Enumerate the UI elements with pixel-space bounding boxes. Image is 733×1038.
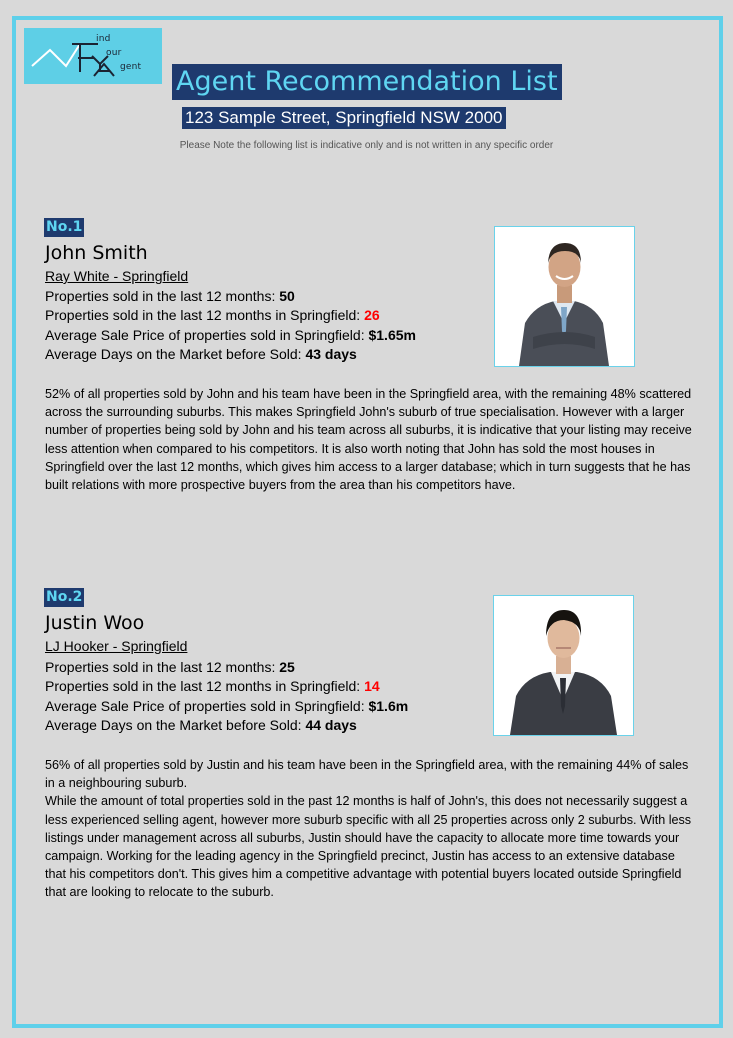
agent-name: John Smith bbox=[45, 242, 148, 264]
stat-properties-sold: Properties sold in the last 12 months: 25 bbox=[45, 659, 295, 675]
stat-properties-sold-springfield: Properties sold in the last 12 months in Springfield: 26 bbox=[45, 307, 380, 323]
stat-average-days-on-market: Average Days on the Market before Sold: 43 days bbox=[45, 346, 357, 362]
agent-summary bbox=[45, 385, 695, 494]
disclaimer-note: Please Note the following list is indicative only and is not written in any specific order bbox=[179, 140, 554, 151]
property-address: 123 Sample Street, Springfield NSW 2000 bbox=[182, 107, 506, 129]
stat-properties-sold: Properties sold in the last 12 months: 50 bbox=[45, 288, 295, 304]
agent-name: Justin Woo bbox=[45, 612, 145, 634]
agent-agency: Ray White - Springfield bbox=[45, 268, 189, 284]
find-your-agent-logo bbox=[24, 28, 162, 84]
logo-text-agent: gent bbox=[120, 62, 142, 72]
agent-photo bbox=[494, 226, 635, 367]
summary-paragraph: 56% of all properties sold by Justin and his team have been in the Springfield area, with the remaining 44% of sales in a neighbouring suburb. bbox=[45, 758, 689, 791]
agent-rank-badge: No.1 bbox=[46, 219, 83, 235]
summary-paragraph: 52% of all properties sold by John and his team have been in the Springfield area, with the remaining 48% scattered across the surrounding suburbs. This makes Springfield John's suburb of true specialisation. However with a larger number of properties being sold by John and his team across all suburbs, it is indicative that your listing may receive less attention when compared to his competitors. It is also worth noting that John has sold the most houses in Springfield over the last 12 months, which gives him access to a larger database; which in turn suggests that he has built relations with more prospective buyers from the area than his competitors have. bbox=[45, 387, 692, 493]
agent-summary bbox=[45, 756, 695, 902]
stat-properties-sold-springfield: Properties sold in the last 12 months in Springfield: 14 bbox=[45, 678, 380, 694]
stat-average-days-on-market: Average Days on the Market before Sold: 44 days bbox=[45, 717, 357, 733]
logo-text-your: our bbox=[106, 48, 122, 58]
logo-text-find: ind bbox=[96, 34, 111, 44]
stat-average-sale-price: Average Sale Price of properties sold in Springfield: $1.6m bbox=[45, 698, 409, 714]
summary-paragraph: While the amount of total properties sold in the past 12 months is half of John's, this does not necessarily suggest a less experienced selling agent, however more suburb specific with all 25 properties across only 2 suburbs. With less listings under management across all suburbs, Justin should have the capacity to allocate more time towards your campaign. Working for the leading agency in the Springfield precinct, Justin has access to an extensive database that his competitors don't. This gives him a competitive advantage with potential buyers located outside Springfield that are looking to relocate to the suburb. bbox=[45, 794, 692, 900]
agent-agency: LJ Hooker - Springfield bbox=[45, 638, 188, 654]
agent-photo-icon bbox=[495, 227, 634, 366]
agent-photo bbox=[493, 595, 634, 736]
agent-rank-badge: No.2 bbox=[46, 589, 83, 605]
page-title: Agent Recommendation List bbox=[172, 64, 562, 100]
agent-photo-icon bbox=[494, 596, 633, 735]
stat-average-sale-price: Average Sale Price of properties sold in Springfield: $1.65m bbox=[45, 327, 416, 343]
